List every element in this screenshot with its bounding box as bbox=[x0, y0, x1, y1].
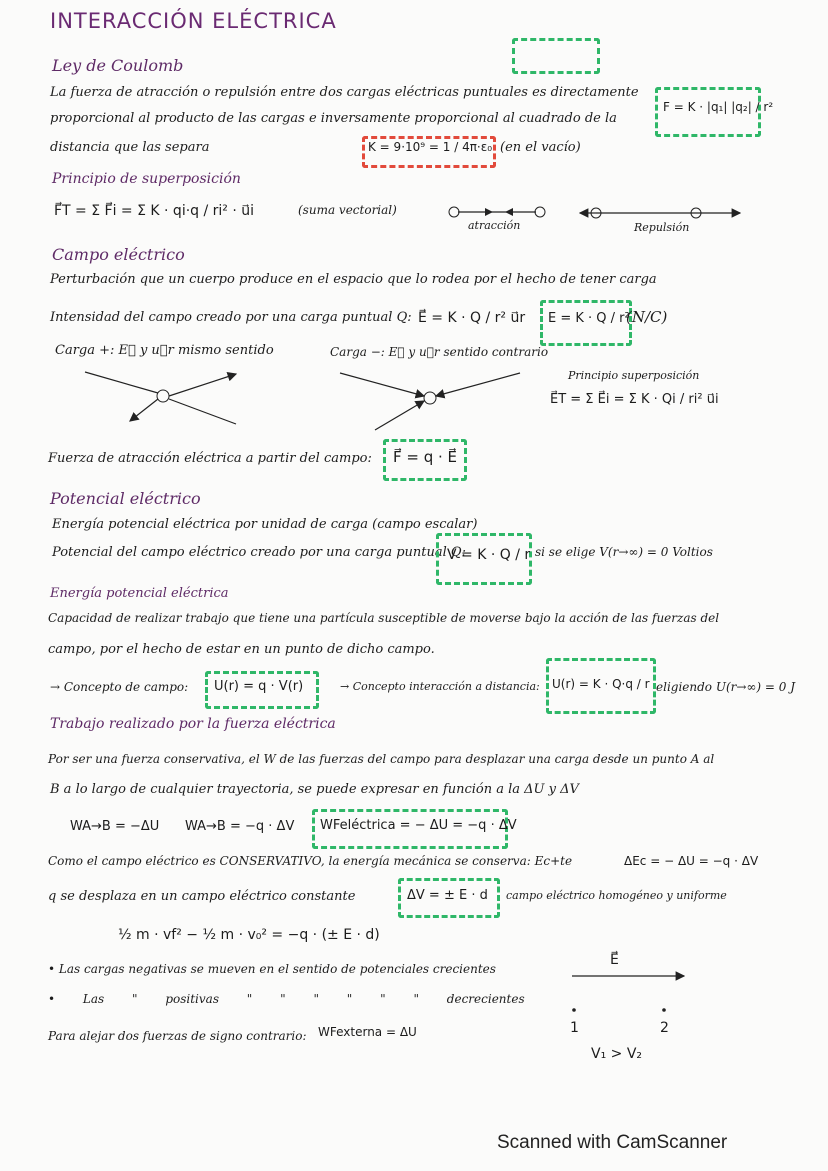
bullet-negative: • Las cargas negativas se mueven en el sentido de potenciales crecientes bbox=[48, 962, 496, 976]
concept-distance: → Concepto interacción a distancia: bbox=[340, 680, 540, 693]
repulsion-label: Repulsión bbox=[634, 221, 690, 234]
positive-charge-note: Carga +: E⃗ y u⃗r mismo sentido bbox=[55, 343, 274, 358]
field-heading: Campo eléctrico bbox=[52, 245, 185, 264]
point-2-label: 2 bbox=[660, 1020, 669, 1036]
attraction-label: atracción bbox=[468, 219, 521, 232]
superposition-heading: Principio de superposición bbox=[52, 171, 241, 187]
potential-heading: Potencial eléctrico bbox=[50, 489, 201, 508]
work-eq-6: ½ m · vf² − ½ m · v₀² = −q · (± E · d) bbox=[118, 927, 380, 943]
work-line-4: q se desplaza en un campo eléctrico constante bbox=[48, 889, 356, 904]
field-formula-boxed: E = K · Q / r² bbox=[548, 311, 630, 326]
work-heading: Trabajo realizado por la fuerza eléctrica bbox=[50, 716, 336, 732]
k-note: (en el vacío) bbox=[500, 140, 581, 155]
work-line-1: Por ser una fuerza conservativa, el W de las fuerzas del campo para desplazar una carga desde un punto A al bbox=[48, 752, 715, 766]
energy-field-formula: U(r) = q · V(r) bbox=[214, 679, 304, 694]
energy-line-1: Capacidad de realizar trabajo que tiene una partícula susceptible de moverse bajo la acción de las fuerzas del bbox=[48, 611, 720, 625]
field-formula: E⃗ = K · Q / r² u⃗r bbox=[418, 310, 526, 326]
field-force-formula: F⃗ = q · E⃗ bbox=[393, 448, 458, 466]
point-1 bbox=[572, 1008, 576, 1012]
negative-charge-diagram bbox=[340, 373, 520, 430]
page-title: INTERACCIÓN ELÉCTRICA bbox=[50, 9, 337, 33]
work-eq-1: WA→B = −ΔU bbox=[70, 819, 160, 834]
field-force-line: Fuerza de atracción eléctrica a partir del campo: bbox=[48, 451, 372, 466]
work-line-5: Para alejar dos fuerzas de signo contrario: bbox=[48, 1029, 307, 1043]
negative-charge-note: Carga −: E⃗ y u⃗r sentido contrario bbox=[330, 345, 549, 359]
point-2 bbox=[662, 1008, 666, 1012]
potential-relation: V₁ > V₂ bbox=[591, 1046, 643, 1062]
work-line-4b: campo eléctrico homogéneo y uniforme bbox=[506, 889, 727, 902]
coulomb-formula: F = K · |q₁| |q₂| / r² bbox=[663, 100, 774, 114]
superposition-note: (suma vectorial) bbox=[298, 203, 397, 217]
work-eq-4: ΔEc = − ΔU = −q · ΔV bbox=[624, 854, 759, 868]
work-line-2: B a lo largo de cualquier trayectoria, se puede expresar en función a la ΔU y ΔV bbox=[50, 782, 579, 797]
energy-distance-formula: U(r) = K · Q·q / r bbox=[552, 677, 650, 691]
work-eq-3: WFeléctrica = − ΔU = −q · ΔV bbox=[320, 818, 517, 833]
bullet-positive: • Las " positivas " " " " " " decrecientes bbox=[48, 992, 525, 1006]
field-superposition-formula: E⃗T = Σ E⃗i = Σ K · Qi / ri² u⃗i bbox=[550, 392, 719, 407]
energy-heading: Energía potencial eléctrica bbox=[50, 586, 229, 601]
work-eq-5: ΔV = ± E · d bbox=[407, 888, 488, 903]
coulomb-line-3: distancia que las separa bbox=[50, 140, 210, 155]
repulsion-diagram bbox=[580, 208, 740, 218]
field-superposition-label: Principio superposición bbox=[568, 369, 700, 382]
coulomb-line-2: proporcional al producto de las cargas e inversamente proporcional al cuadrado de la bbox=[50, 111, 617, 126]
superposition-formula: F⃗T = Σ F⃗i = Σ K · qi·q / ri² · u⃗i bbox=[54, 203, 255, 219]
potential-line-2: Potencial del campo eléctrico creado por una carga puntual Q: bbox=[52, 545, 466, 560]
point-1-label: 1 bbox=[570, 1020, 579, 1036]
field-line-2: Intensidad del campo creado por una carga puntual Q: bbox=[50, 310, 412, 325]
work-eq-2: WA→B = −q · ΔV bbox=[185, 819, 295, 834]
potential-formula: V = K · Q / r bbox=[447, 547, 531, 563]
k-formula: K = 9·10⁹ = 1 / 4π·ε₀ bbox=[368, 140, 493, 154]
coulomb-line-1: La fuerza de atracción o repulsión entre dos cargas eléctricas puntuales es directamente bbox=[50, 85, 639, 100]
coulomb-heading: Ley de Coulomb bbox=[52, 56, 184, 75]
positive-charge-diagram bbox=[85, 372, 236, 424]
scanner-watermark: Scanned with CamScanner bbox=[497, 1132, 728, 1153]
attraction-diagram bbox=[449, 207, 545, 217]
work-line-3: Como el campo eléctrico es CONSERVATIVO, la energía mecánica se conserva: Ec+te bbox=[48, 854, 573, 868]
field-line-1: Perturbación que un cuerpo produce en el espacio que lo rodea por el hecho de tener carga bbox=[50, 272, 657, 287]
work-eq-7: WFexterna = ΔU bbox=[318, 1025, 417, 1039]
energy-line-2: campo, por el hecho de estar en un punto de dicho campo. bbox=[48, 642, 435, 657]
concept-field: → Concepto de campo: bbox=[50, 680, 189, 694]
field-unit: (N/C) bbox=[626, 308, 668, 326]
potential-note: si se elige V(r→∞) = 0 Voltios bbox=[535, 545, 713, 559]
energy-note: eligiendo U(r→∞) = 0 J bbox=[656, 680, 796, 694]
field-vector-label: E⃗ bbox=[610, 952, 619, 968]
potential-line-1: Energía potencial eléctrica por unidad de carga (campo escalar) bbox=[52, 517, 478, 532]
